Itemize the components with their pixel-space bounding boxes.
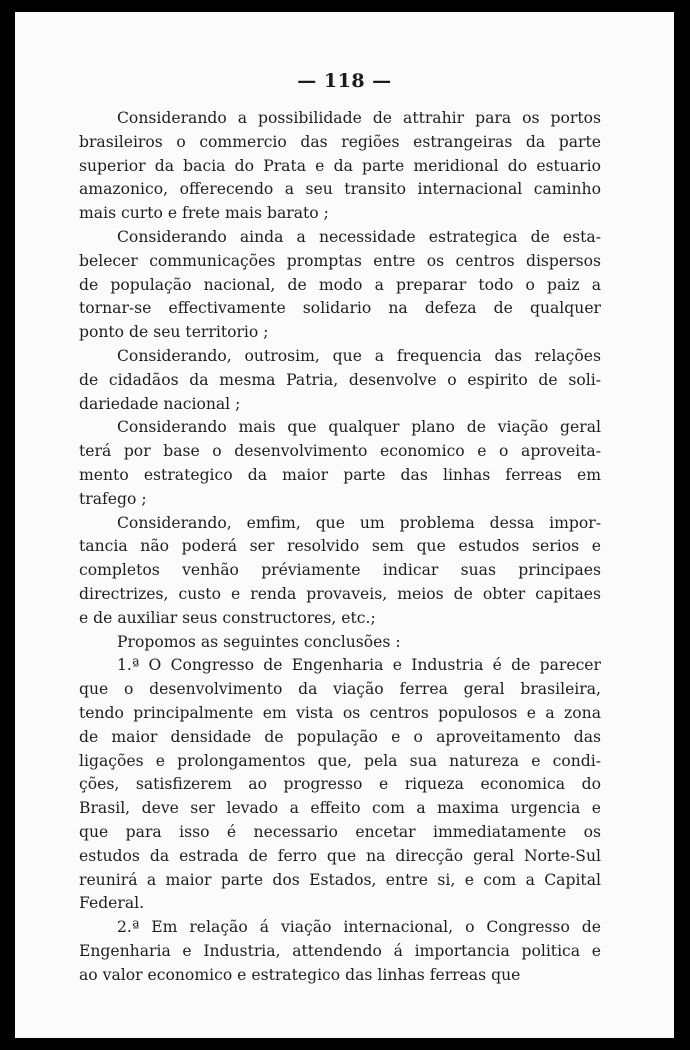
text-line: que para isso é necessario encetar immediatamente os (79, 822, 601, 841)
text-line: amazonico, offerecendo a seu transito internacional caminho (79, 180, 601, 199)
text-line: Considerando mais que qualquer plano de viação geral (117, 418, 601, 437)
text-line: de maior densidade de população e o aproveitamento das (79, 727, 601, 746)
text-line: ao valor economico e estrategico das linhas ferreas que (79, 965, 521, 984)
text-line: dariedade nacional ; (79, 394, 241, 413)
text-line: terá por base o desenvolvimento economico e o aproveita- (79, 442, 601, 461)
text-line: completos venhão préviamente indicar suas principaes (79, 561, 601, 580)
text-line: Brasil, deve ser levado a effeito com a maxima urgencia e (79, 799, 601, 818)
text-line: Considerando, emfim, que um problema dessa impor- (117, 513, 601, 532)
page-number: — 118 — (297, 70, 392, 92)
text-line: superior da bacia do Prata e da parte meridional do estuario (79, 156, 601, 175)
text-line: Considerando, outrosim, que a frequencia das relações (117, 346, 601, 365)
paragraph (79, 345, 601, 416)
text-line: tendo principalmente em vista os centros populosos e a zona (79, 703, 601, 722)
text-line: mais curto e frete mais barato ; (79, 204, 329, 223)
text-line: Considerando a possibilidade de attrahir para os portos (117, 109, 601, 127)
paragraph (79, 512, 601, 631)
text-line: Engenharia e Industria, attendendo á importancia politica e (79, 941, 601, 960)
text-line: 2.ª Em relação á viação internacional, o Congresso de (117, 918, 601, 937)
text-line: tancia não poderá ser resolvido sem que estudos serios e (79, 537, 601, 556)
paragraph (79, 107, 601, 226)
text-line: brasileiros o commercio das regiões estrangeiras da parte (79, 132, 601, 151)
text-line: Considerando ainda a necessidade estrategica de esta- (117, 227, 601, 246)
paragraph (79, 416, 601, 511)
paragraph (79, 916, 601, 987)
text-line: reunirá a maior parte dos Estados, entre si, e com a Capital (79, 870, 601, 889)
text-line: mento estrategico da maior parte das linhas ferreas em (79, 465, 601, 484)
document-page (15, 12, 674, 1038)
body-text (79, 107, 601, 987)
text-line: ções, satisfizerem ao progresso e riqueza economica do (79, 775, 601, 794)
text-line: directrizes, custo e renda provaveis, meios de obter capitaes (79, 584, 601, 603)
paragraph (79, 654, 601, 916)
text-line: belecer communicações promptas entre os centros dispersos (79, 251, 601, 270)
text-line: que o desenvolvimento da viação ferrea geral brasileira, (79, 680, 601, 699)
text-line: ponto de seu territorio ; (79, 323, 269, 342)
text-line: estudos da estrada de ferro que na direcção geral Norte-Sul (79, 846, 601, 865)
paragraph (79, 631, 601, 655)
text-line: e de auxiliar seus constructores, etc.; (79, 608, 376, 627)
text-line: 1.ª O Congresso de Engenharia e Industria é de parecer (117, 656, 601, 675)
text-line: de população nacional, de modo a preparar todo o paiz a (79, 275, 601, 294)
paragraph (79, 226, 601, 345)
text-line: Federal. (79, 894, 145, 913)
text-line: ligações e prolongamentos que, pela sua natureza e condi- (79, 751, 601, 770)
text-line: trafego ; (79, 489, 147, 508)
text-line: Propomos as seguintes conclusões : (117, 632, 401, 651)
text-line: de cidadãos da mesma Patria, desenvolve o espirito de soli- (79, 370, 601, 389)
text-line: tornar-se effectivamente solidario na defeza de qualquer (79, 299, 601, 318)
